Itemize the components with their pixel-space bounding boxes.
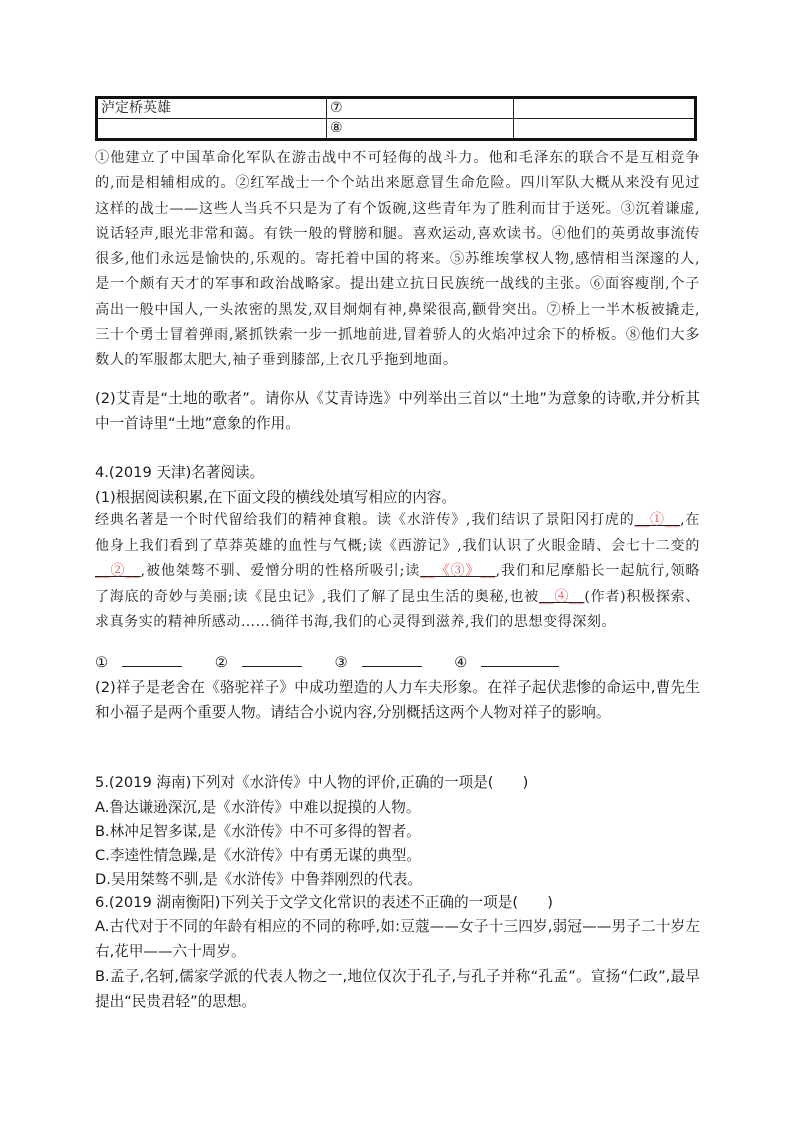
blank-3: __《③》__	[420, 563, 496, 579]
table-row	[97, 98, 696, 119]
answer-blank[interactable]: ②	[215, 650, 316, 675]
answer-paragraph: ①他建立了中国革命化军队在游击战中不可轻侮的战斗力。他和毛泽东的联合不是互相竞争的,而是相辅相成的。②红军战士一个个站出来愿意冒生命危险。四川军队大概从来没有见过这样的战士——这些人当兵不只是为了有个饭碗,这些青年为了胜利而甘于送死。③沉着谦虚,说话轻声,眼光非常和蔼。有铁一般的臂膀和腿。喜欢运动,喜欢读书。④他们的英勇故事流传很多,他们永远是愉快的,乐观的。寄托着中国的将来。⑤苏维埃掌权人物,感情相当深邃的人,是一个颇有天才的军事和政治战略家。提出建立抗日民族统一战线的主张。⑥面容瘦削,个子高出一般中国人,一头浓密的黑发,双目炯炯有神,鼻梁很高,颧骨突出。⑦桥上一半木板被撬走,三十个勇士冒着弹雨,紧抓铁索一步一抓地前进,冒着骄人的火焰冲过余下的桥板。⑧他们大多数人的军服都太肥大,袖子垂到膝部,上衣几乎拖到地面。	[95, 150, 700, 369]
table-cell	[97, 119, 327, 140]
option-a: A.古代对于不同的年龄有相应的不同的称呼,如:豆蔻——女子十三四岁,弱冠——男子二十岁左右,花甲——六十周岁。	[95, 918, 700, 960]
question-5-heading: 5.(2019 海南)下列对《水浒传》中人物的评价,正确的一项是( )	[95, 774, 529, 791]
question-3-part-2: (2)艾青是“土地的歌者”。请你从《艾青诗选》中列举出三首以“土地”为意象的诗歌,并分析其中一首诗里“土地”意象的作用。	[95, 390, 700, 432]
question-4-part-2: (2)祥子是老舍在《骆驼祥子》中成功塑造的人力车夫形象。在祥子起伏悲惨的命运中,曹先生和小福子是两个重要人物。请结合小说内容,分别概括这两个人物对祥子的影响。	[95, 679, 700, 721]
table-row	[97, 119, 696, 140]
question-6-heading: 6.(2019 湖南衡阳)下列关于文学文化常识的表述不正确的一项是( )	[95, 894, 553, 911]
passage-text: ,被他桀骜不驯、爱憎分明的性格所吸引;读	[140, 563, 421, 579]
answer-table	[95, 96, 697, 141]
option-c: C.李逵性情急躁,是《水浒传》中有勇无谋的典型。	[95, 847, 421, 864]
option-d: D.吴用桀骜不驯,是《水浒传》中鲁莽刚烈的代表。	[95, 871, 422, 888]
table-cell	[514, 119, 696, 140]
answer-blank[interactable]: ①	[95, 650, 196, 675]
table-cell: 泸定桥英雄	[97, 98, 327, 119]
passage-text: ,我们和尼摩船长一起航行,领略了海底的奇妙与美丽;读《昆虫记》,我们了解了昆虫生活的奥秘,也被	[95, 563, 701, 605]
question-4-passage	[95, 508, 700, 636]
question-4-heading: 4.(2019 天津)名著阅读。	[95, 464, 265, 481]
answer-blank[interactable]: ③	[334, 650, 435, 675]
blank-2: __②__	[95, 563, 141, 579]
question-4-part-1: (1)根据阅读积累,在下面文段的横线处填写相应的内容。	[95, 489, 456, 506]
passage-text: ,在他身上我们看到了草莽英雄的血性与气概;读《西游记》,我们认识了火眼金睛、会七十二变的	[95, 512, 700, 554]
option-b: B.孟子,名轲,儒家学派的代表人物之一,地位仅次于孔子,与孔子并称“孔孟”。宣扬“仁政”,最早提出“民贵君轻”的思想。	[95, 968, 700, 1010]
blank-4: __④__	[539, 588, 585, 605]
option-a: A.鲁达谦逊深沉,是《水浒传》中难以捉摸的人物。	[95, 799, 421, 816]
passage-text: 经典名著是一个时代留给我们的精神食粮。读《水浒传》,我们结识了景阳冈打虎的	[95, 512, 635, 528]
passage-text: (作者)积极探索、求真务实的精神所感动……徜徉书海,我们的心灵得到滋养,我们的思想变得深刻。	[95, 588, 700, 630]
answer-blanks-row	[95, 650, 700, 675]
option-b: B.林冲足智多谋,是《水浒传》中不可多得的智者。	[95, 823, 421, 840]
table-cell	[514, 98, 696, 119]
answer-blank[interactable]: ④	[454, 650, 573, 675]
table-cell: ⑦	[327, 98, 514, 119]
table-cell: ⑧	[327, 119, 514, 140]
blank-1: __①__	[634, 512, 681, 528]
